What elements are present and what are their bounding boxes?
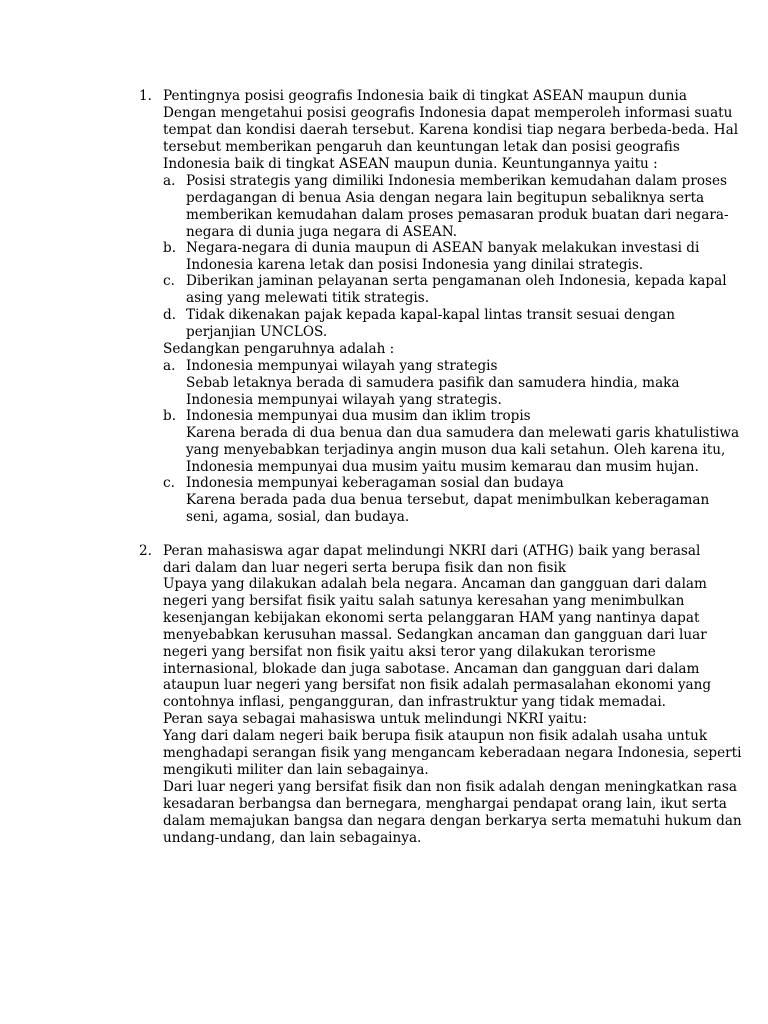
influence-c-text: Indonesia mempunyai keberagaman sosial dan budaya Karena berada pada dua benua tersebut, dapat menimbulkan keberagaman seni, agama, sosial, dan budaya. <box>186 475 710 525</box>
section-1-intro: Dengan mengetahui posisi geografis Indonesia dapat memperoleh informasi suatu tempat dan kondisi daerah tersebut. Karena kondisi tiap negara berbeda-beda. Hal tersebut memberikan pengaruh dan keuntungan letak dan posisi geografis Indonesia baik di tingkat ASEAN maupun dunia. Keuntungannya yaitu : <box>163 105 739 172</box>
influence-b-letter: b. <box>163 408 177 424</box>
influence-a-letter: a. <box>163 358 176 374</box>
advantage-c-letter: c. <box>163 273 175 289</box>
advantage-c-text: Diberikan jaminan pelayanan serta pengamanan oleh Indonesia, kepada kapal asing yang melewati titik strategis. <box>186 273 727 306</box>
influence-a-text: Indonesia mempunyai wilayah yang strategis Sebab letaknya berada di samudera pasifik dan samudera hindia, maka Indonesia mempunyai wilayah yang strategis. <box>186 358 680 408</box>
section-2-title: Peran mahasiswa agar dapat melindungi NKRI dari (ATHG) baik yang berasal dari dalam dan luar negeri serta berupa fisik dan non fisik <box>163 543 701 576</box>
advantage-b-text: Negara-negara di dunia maupun di ASEAN banyak melakukan investasi di Indonesia karena letak dan posisi Indonesia yang dinilai strategis. <box>186 240 700 273</box>
advantage-a-letter: a. <box>163 173 176 189</box>
advantage-d-letter: d. <box>163 307 177 323</box>
advantage-b-letter: b. <box>163 240 177 256</box>
section-1-number: 1. <box>139 88 152 104</box>
influence-intro: Sedangkan pengaruhnya adalah : <box>163 341 395 357</box>
section-2-body: Upaya yang dilakukan adalah bela negara. Ancaman dan gangguan dari dalam negeri yang bersifat fisik yaitu salah satunya keresahan yang menimbulkan kesenjangan kebijakan ekonomi serta pelanggaran HAM yang nantinya dapat menyebabkan kerusuhan massal. Sedangkan ancaman dan gangguan dari luar negeri yang bersifat non fisik yaitu aksi teror yang dilakukan terorisme internasional, blokade dan juga sabotase. Ancaman dan gangguan dari dalam ataupun luar negeri yang bersifat non fisik adalah permasalahan ekonomi yang contohnya inflasi, pengangguran, dan infrastruktur yang tidak memadai. Peran saya sebagai mahasiswa untuk melindungi NKRI yaitu: Yang dari dalam negeri baik berupa fisik ataupun non fisik adalah usaha untuk menghadapi serangan fisik yang mengancam keberadaan negara Indonesia, seperti mengikuti militer dan lain sebagainya. Dari luar negeri yang bersifat fisik dan non fisik adalah dengan meningkatkan rasa kesadaran berbangsa dan bernegara, menghargai pendapat orang lain, ikut serta dalam memajukan bangsa dan negara dengan berkarya serta mematuhi hukum dan undang-undang, dan lain sebagainya. <box>163 576 742 846</box>
advantage-a-text: Posisi strategis yang dimiliki Indonesia memberikan kemudahan dalam proses perdagangan di benua Asia dengan negara lain begitupun sebaliknya serta memberikan kemudahan dalam proses pemasaran produk buatan dari negara- negara di dunia juga negara di ASEAN. <box>186 173 729 240</box>
advantage-d-text: Tidak dikenakan pajak kepada kapal-kapal lintas transit sesuai dengan perjanjian UNCLOS. <box>186 307 676 340</box>
section-1-title: Pentingnya posisi geografis Indonesia baik di tingkat ASEAN maupun dunia <box>163 88 687 104</box>
influence-c-letter: c. <box>163 475 175 491</box>
influence-b-text: Indonesia mempunyai dua musim dan iklim tropis Karena berada di dua benua dan dua samudera dan melewati garis khatulistiwa yang menyebabkan terjadinya angin muson dua kali setahun. Oleh karena itu, Indonesia mempunyai dua musim yaitu musim kemarau dan musim hujan. <box>186 408 740 475</box>
section-2-number: 2. <box>139 543 152 559</box>
